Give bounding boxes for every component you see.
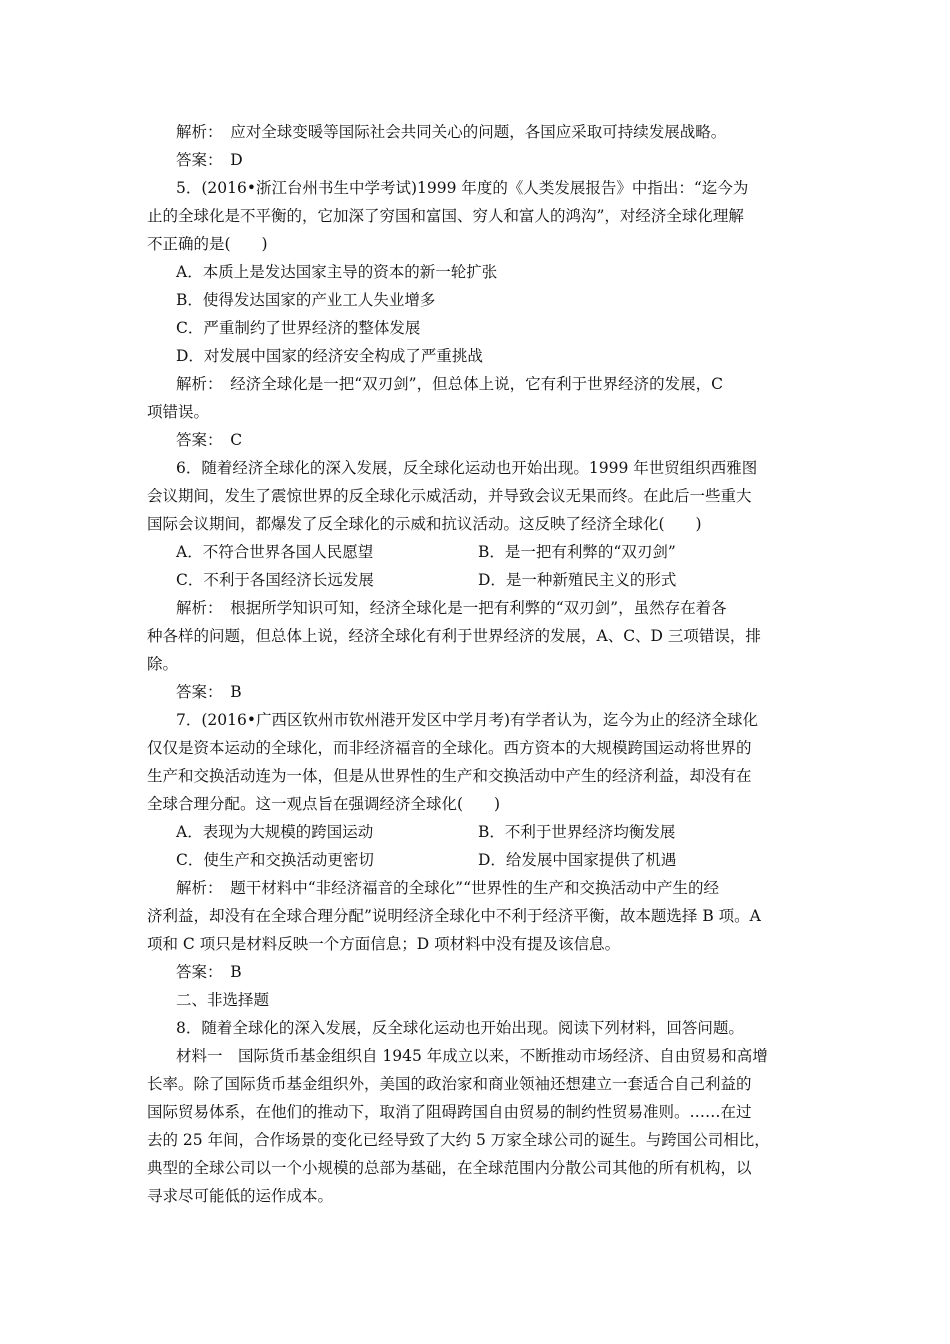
q6-answer: 答案： B [176, 683, 242, 701]
q5-answer: 答案： C [176, 431, 243, 449]
q7-stem: 全球合理分配。这一观点旨在强调经济全球化( ) [147, 795, 501, 813]
q7-stem: 生产和交换活动连为一体，但是从世界性的生产和交换活动中产生的经济利益，却没有在 [147, 767, 752, 785]
q5-option-a: A．本质上是发达国家主导的资本的新一轮扩张 [176, 263, 498, 281]
q6-analysis: 除。 [147, 655, 179, 673]
q6-analysis: 种各样的问题，但总体上说，经济全球化有利于世界经济的发展，A、C、D 三项错误，排 [147, 627, 761, 645]
q8-material-1: 典型的全球公司以一个小规模的总部为基础，在全球范围内分散公司其他的所有机构，以 [147, 1159, 752, 1177]
q7-option-d: D．给发展中国家提供了机遇 [478, 851, 677, 869]
q6-analysis: 解析： 根据所学知识可知，经济全球化是一把有利弊的“双刃剑”，虽然存在着各 [176, 599, 727, 617]
q7-analysis: 解析： 题干材料中“非经济福音的全球化”“世界性的生产和交换活动中产生的经 [176, 879, 720, 897]
q6-option-a: A．不符合世界各国人民愿望 [176, 543, 374, 561]
q8-material-1: 国际贸易体系，在他们的推动下，取消了阻碍跨国自由贸易的制约性贸易准则。……在过 [147, 1103, 752, 1121]
q8-material-1: 长率。除了国际货币基金组织外，美国的政治家和商业领袖还想建立一套适合自己利益的 [147, 1075, 752, 1093]
q5-option-d: D．对发展中国家的经济安全构成了严重挑战 [176, 347, 483, 365]
q5-option-c: C．严重制约了世界经济的整体发展 [176, 319, 421, 337]
q6-option-c: C．不利于各国经济长远发展 [176, 571, 374, 589]
q7-stem: 仅仅是资本运动的全球化，而非经济福音的全球化。西方资本的大规模跨国运动将世界的 [147, 739, 752, 757]
q8-stem: 8．随着全球化的深入发展，反全球化运动也开始出现。阅读下列材料，回答问题。 [176, 1019, 744, 1037]
q5-stem: 止的全球化是不平衡的，它加深了穷国和富国、穷人和富人的鸿沟”，对经济全球化理解 [147, 207, 744, 225]
q5-option-b: B．使得发达国家的产业工人失业增多 [176, 291, 436, 309]
q7-analysis: 项和 C 项只是材料反映一个方面信息；D 项材料中没有提及该信息。 [147, 935, 621, 953]
q8-material-1: 材料一 国际货币基金组织自 1945 年成立以来，不断推动市场经济、自由贸易和高增 [176, 1047, 768, 1065]
q8-material-1: 去的 25 年间，合作场景的变化已经导致了大约 5 万家全球公司的诞生。与跨国公司相比， [147, 1131, 770, 1149]
q6-option-b: B．是一把有利弊的“双刃剑” [478, 543, 676, 561]
q4-answer: 答案： D [176, 151, 243, 169]
q5-stem: 5．(2016•浙江台州书生中学考试)1999 年度的《人类发展报告》中指出：“迄今为 [176, 179, 749, 197]
q7-analysis: 济利益，却没有在全球合理分配”说明经济全球化中不利于经济平衡，故本题选择 B 项。A [147, 907, 761, 925]
q7-option-c: C．使生产和交换活动更密切 [176, 851, 374, 869]
q7-stem: 7．(2016•广西区钦州市钦州港开发区中学月考)有学者认为，迄今为止的经济全球化 [176, 711, 759, 729]
section-heading: 二、非选择题 [176, 991, 270, 1009]
q7-option-b: B．不利于世界经济均衡发展 [478, 823, 676, 841]
q8-material-1: 寻求尽可能低的运作成本。 [147, 1187, 334, 1205]
q5-stem: 不正确的是( ) [147, 235, 268, 253]
q5-analysis: 解析： 经济全球化是一把“双刃剑”，但总体上说，它有利于世界经济的发展，C [176, 375, 723, 393]
q6-stem: 6．随着经济全球化的深入发展，反全球化运动也开始出现。1999 年世贸组织西雅图 [176, 459, 758, 477]
q6-option-d: D．是一种新殖民主义的形式 [478, 571, 677, 589]
q4-analysis: 解析： 应对全球变暖等国际社会共同关心的问题，各国应采取可持续发展战略。 [176, 123, 727, 141]
q5-analysis: 项错误。 [147, 403, 210, 421]
q7-option-a: A．表现为大规模的跨国运动 [176, 823, 374, 841]
q6-stem: 国际会议期间，都爆发了反全球化的示威和抗议活动。这反映了经济全球化( ) [147, 515, 702, 533]
q7-answer: 答案： B [176, 963, 242, 981]
q6-stem: 会议期间，发生了震惊世界的反全球化示威活动，并导致会议无果而终。在此后一些重大 [147, 487, 752, 505]
